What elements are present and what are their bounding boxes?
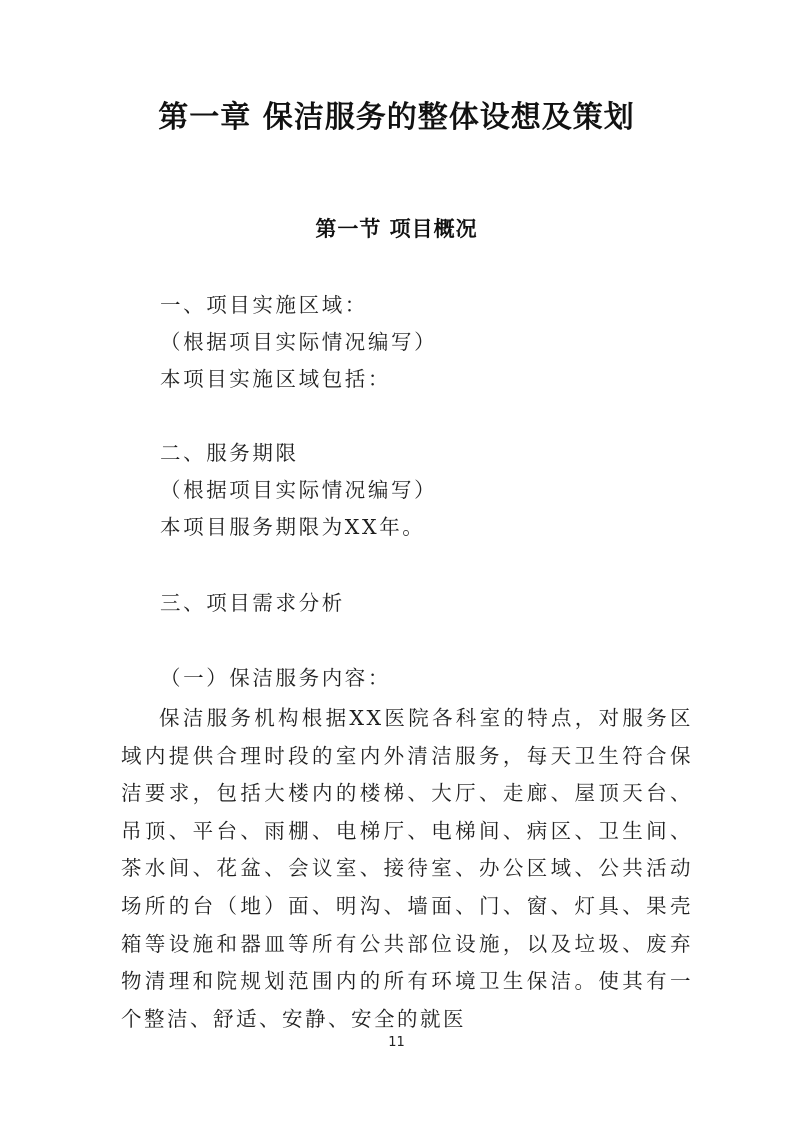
item-note-implementation-area: （根据项目实际情况编写）	[160, 330, 438, 354]
item-heading-service-period: 二、服务期限	[160, 441, 299, 465]
chapter-title: 第一章 保洁服务的整体设想及策划	[158, 100, 635, 135]
body-paragraph: 保洁服务机构根据XX医院各科室的特点，对服务区域内提供合理时段的室内外清洁服务，每天卫生符合保洁要求，包括大楼内的楼梯、大厅、走廊、屋顶天台、吊顶、平台、雨棚、电梯厅、电梯间、病区、卫生间、茶水间、花盆、会议室、接待室、办公区域、公共活动场所的台（地）面、明沟、墙面、门、窗、灯具、果壳箱等设施和器皿等所有公共部位设施，以及垃圾、废弃物清理和院规划范围内的所有环境卫生保洁。使其有一个整洁、舒适、安静、安全的就医	[121, 706, 693, 1031]
subheading-cleaning-content: （一）保洁服务内容：	[160, 666, 391, 690]
item-heading-needs-analysis: 三、项目需求分析	[160, 591, 345, 615]
item-heading-implementation-area: 一、项目实施区域：	[160, 293, 368, 317]
section-title: 第一节 项目概况	[315, 217, 478, 241]
item-body-service-period: 本项目服务期限为XX年。	[160, 515, 426, 539]
item-note-service-period: （根据项目实际情况编写）	[160, 478, 438, 502]
page-number: 11	[388, 1035, 405, 1050]
item-body-implementation-area: 本项目实施区域包括：	[160, 367, 391, 391]
